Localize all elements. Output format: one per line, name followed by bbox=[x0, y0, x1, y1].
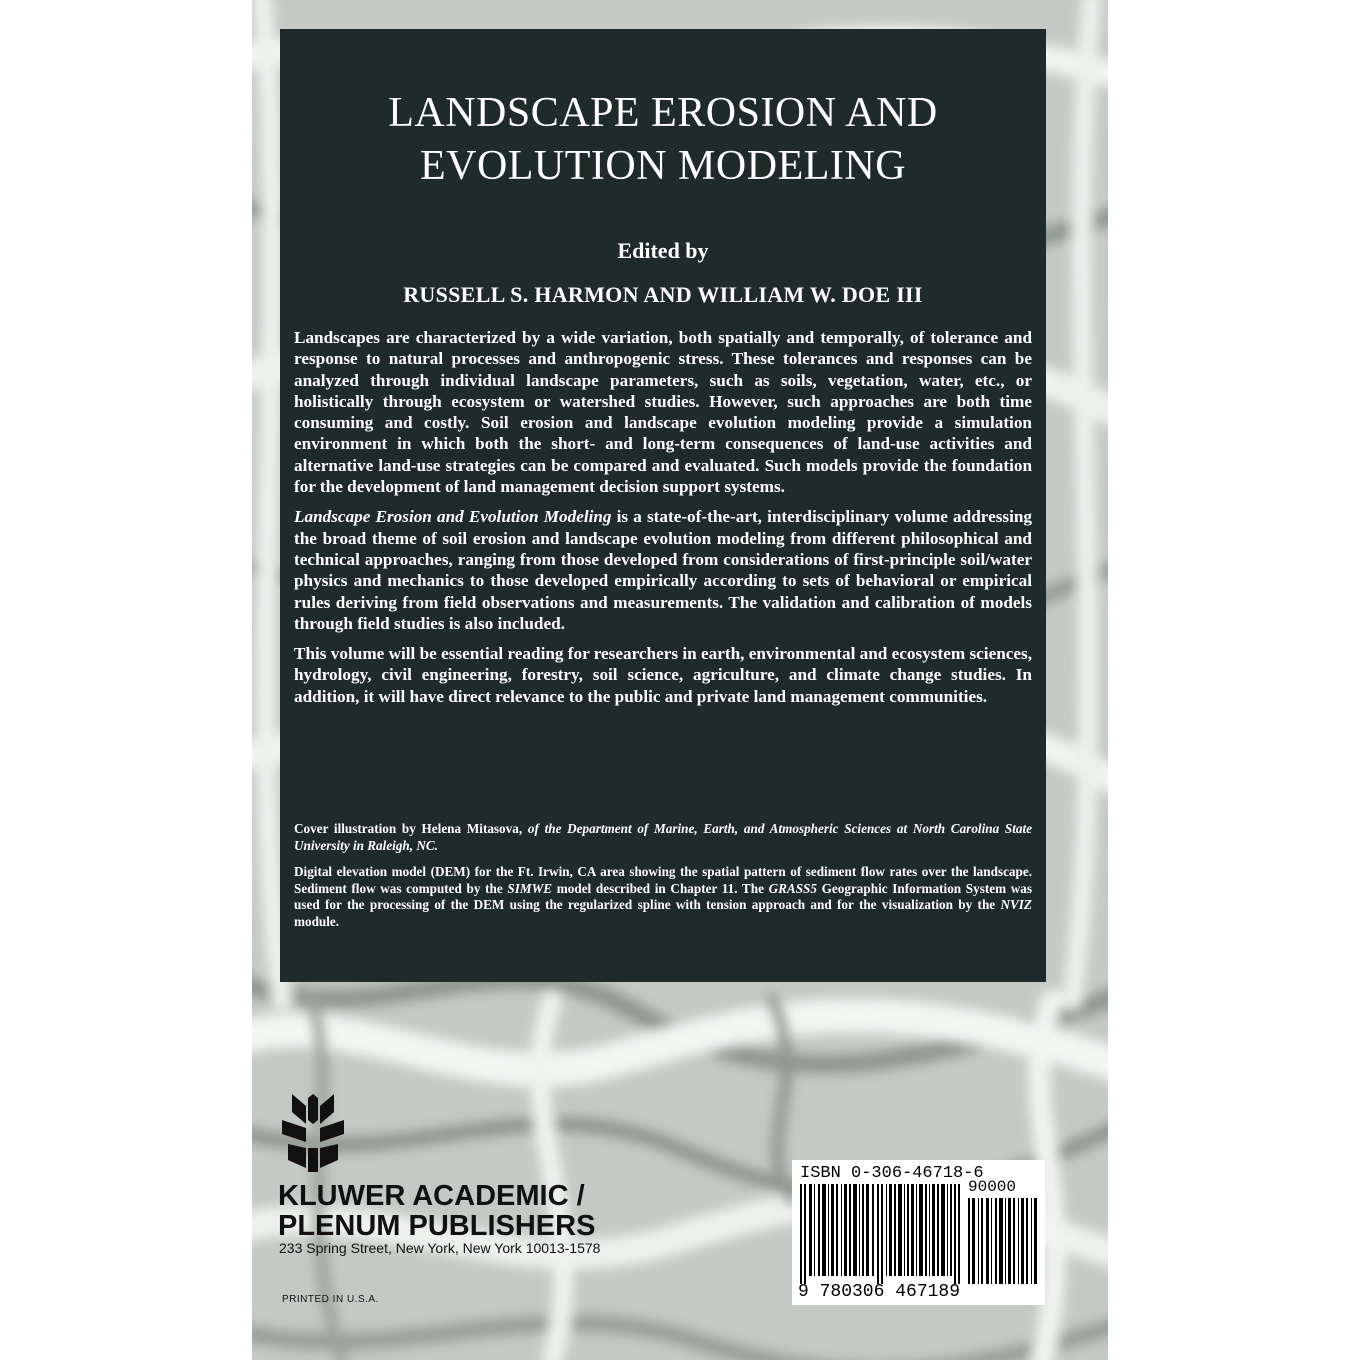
book-title bbox=[280, 87, 1046, 193]
credit-text-d: module. bbox=[294, 913, 340, 929]
price-code: 90000 bbox=[968, 1178, 1017, 1196]
description-paragraph-1: Landscapes are characterized by a wide variation, both spatially and temporally, of tolerance and response to natural processes and anthropogenic stress. These tolerances and responses can be analyzed through individual landscape parameters, such as soils, vegetation, water, etc., or holistically through ecosystem or watershed studies. However, such approaches are both time consuming and costly. Soil erosion and landscape evolution modeling provide a simulation environment in which both the short- and long-term consequences of land-use activities and alternative land-use strategies can be compared and evaluated. Such models provide the foundation for the development of land management decision support systems. bbox=[294, 328, 1032, 497]
barcode-bars-icon bbox=[800, 1184, 960, 1284]
back-cover bbox=[252, 0, 1108, 1360]
credit-text-a: Digital elevation model (DEM) for the Ft. Irwin, CA area showing the spatial pattern of sediment flow rates over the landscape. Sediment flow was computed by the bbox=[294, 864, 1032, 896]
text-panel bbox=[280, 29, 1046, 982]
credit-paragraph-1 bbox=[294, 821, 1032, 854]
credit-text-c: Geographic Information System was used for the processing of the DEM using the regularized spline with tension approach and for the visualization by the bbox=[294, 880, 1033, 912]
publisher-name-line-2: PLENUM PUBLISHERS bbox=[278, 1210, 596, 1242]
credit-nviz: NVIZ bbox=[1000, 897, 1032, 912]
barcode-digits: 9 780306 467189 bbox=[798, 1282, 961, 1302]
credit-affiliation: of the Department of Marine, Earth, and Atmospheric Sciences at North Carolina State University in Raleigh, NC. bbox=[294, 821, 1032, 853]
cover-credits bbox=[294, 821, 1032, 940]
editors-names: RUSSELL S. HARMON AND WILLIAM W. DOE III bbox=[403, 282, 923, 307]
isbn-barcode bbox=[792, 1160, 1045, 1305]
publisher-name-line-1: KLUWER ACADEMIC / bbox=[278, 1180, 585, 1212]
credit-paragraph-2 bbox=[294, 864, 1032, 930]
description-title-italic: Landscape Erosion and Evolution Modeling bbox=[294, 507, 612, 527]
printed-in-label: PRINTED IN U.S.A. bbox=[282, 1294, 379, 1305]
book-title-line-1: LANDSCAPE EROSION AND bbox=[388, 90, 938, 136]
isbn-number: ISBN 0-306-46718-6 bbox=[800, 1164, 984, 1183]
book-description bbox=[294, 327, 1032, 716]
description-paragraph-3: This volume will be essential reading for researchers in earth, environmental and ecosystem sciences, hydrology, civil engineering, forestry, soil science, agriculture, and climate change studies. In addition, it will have direct relevance to the public and private land management communities. bbox=[294, 644, 1032, 706]
description-paragraph-2-text: is a state-of-the-art, interdisciplinary volume addressing the broad theme of soil erosion and landscape evolution modeling from different philosophical and technical approaches, ranging from those developed from considerations of first-principle soil/water physics and mechanics to those developed empirically according to sets of behavioral or empirical rules deriving from field observations and measurements. The validation and calibration of models through field studies is also included. bbox=[294, 507, 1033, 633]
edited-by-label: Edited by bbox=[617, 238, 709, 263]
credit-text-b: model described in Chapter 11. The bbox=[552, 880, 769, 896]
credit-simwe: SIMWE bbox=[507, 880, 553, 896]
barcode-addon-bars-icon bbox=[968, 1198, 1040, 1284]
publisher-address: 233 Spring Street, New York, New York 10013-1578 bbox=[279, 1240, 601, 1256]
kluwer-logo-icon bbox=[282, 1094, 344, 1172]
credit-illustrator: Cover illustration by Helena Mitasova, bbox=[294, 821, 528, 836]
credit-grass5: GRASS5 bbox=[768, 880, 817, 896]
book-title-line-2: EVOLUTION MODELING bbox=[419, 143, 907, 189]
description-paragraph-2 bbox=[294, 506, 1032, 634]
